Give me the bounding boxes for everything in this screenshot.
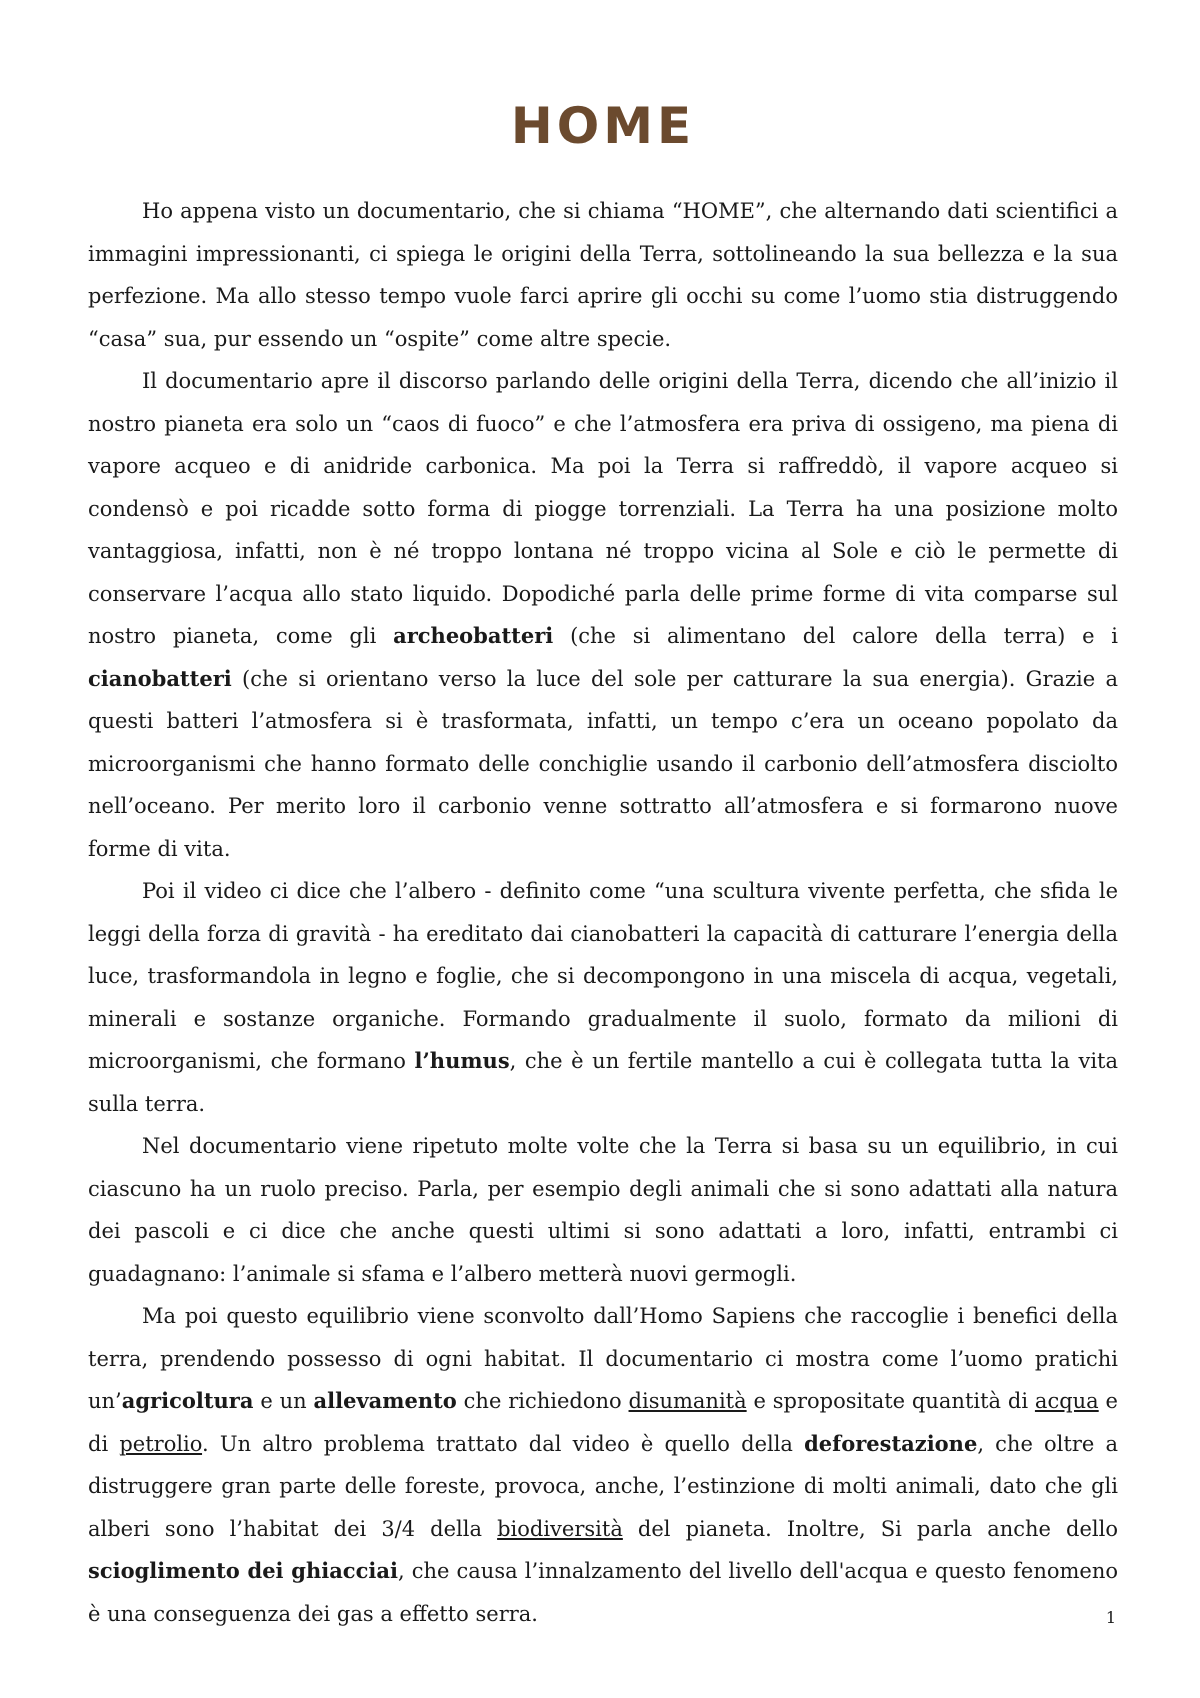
- text-run: del pianeta. Inoltre, Si parla anche dello: [622, 1516, 1119, 1541]
- document-page: [88, 96, 1118, 1635]
- text-run: Ma poi questo equilibrio viene sconvolto dall’Homo Sapiens che raccoglie i benefici della terra, prendendo possesso di ogni habitat. Il documentario ci mostra come l’uomo pratichi un’: [88, 1304, 1118, 1413]
- text-run: (che si orientano verso la luce del sole per catturare la sua energia). Grazie a questi batteri l’atmosfera si è trasformata, infatti, un tempo c’era un oceano popolato da microorganismi che hanno formato delle conchiglie usando il carbonio dell’atmosfera disciolto nell’oceano. Per merito loro il carbonio venne sottratto all’atmosfera e si formarono nuove forme di vita.: [88, 666, 1118, 861]
- text-run: e spropositate quantità di: [746, 1389, 1035, 1413]
- body-paragraph: [88, 190, 1118, 360]
- text-run: Il documentario apre il discorso parlando delle origini della Terra, dicendo che all’inizio il nostro pianeta era solo un “caos di fuoco” e che l’atmosfera era priva di ossigeno, ma piena di vapore acqueo e di anidride carbonica. Ma poi la Terra si raffreddò, il vapore acqueo si condensò e poi ricadde sotto forma di piogge torrenziali. La Terra ha una posizione molto vantaggiosa, infatti, non è né troppo lontana né troppo vicina al Sole e ciò le permette di conservare l’acqua allo stato liquido. Dopodiché parla delle prime forme di vita comparse sul nostro pianeta, come gli: [88, 369, 1118, 648]
- text-run: Nel documentario viene ripetuto molte volte che la Terra si basa su un equilibrio, in cui ciascuno ha un ruolo preciso. Parla, per esempio degli animali che si sono adattati alla natura dei pascoli e ci dice che anche questi ultimi si sono adattati a loro, infatti, entrambi ci guadagnano: l’animale si sfama e l’albero metterà nuovi germogli.: [88, 1134, 1118, 1286]
- text-run: e di: [88, 1389, 1118, 1456]
- text-run: , che causa l’innalzamento del livello dell'acqua e questo fenomeno è una conseguenza dei gas a effetto serra.: [88, 1559, 1118, 1626]
- text-run: che richiedono: [456, 1389, 629, 1413]
- underlined-term: biodiversità: [497, 1516, 623, 1541]
- text-run: Ho appena visto un documentario, che si chiama “HOME”, che alternando dati scientifici a immagini impressionanti, ci spiega le origini della Terra, sottolineando la sua bellezza e la sua perfezione. Ma allo stesso tempo vuole farci aprire gli occhi su come l’uomo stia distruggendo “casa” sua, pur essendo un “ospite” come altre specie.: [88, 199, 1118, 351]
- underlined-term: petrolio: [119, 1431, 203, 1456]
- document-title: HOME: [510, 97, 696, 155]
- bold-term: allevamento: [313, 1388, 457, 1413]
- bold-term: agricoltura: [121, 1388, 254, 1413]
- text-run: , che è un fertile mantello a cui è collegata tutta la vita sulla terra.: [88, 1049, 1119, 1116]
- bold-term: cianobatteri: [88, 665, 232, 691]
- underlined-term: acqua: [1034, 1389, 1099, 1413]
- body-paragraph: [88, 1125, 1118, 1295]
- text-run: (che si alimentano del calore della terra) e i: [553, 624, 1118, 648]
- text-run: . Un altro problema trattato dal video è quello della: [202, 1431, 805, 1456]
- body-paragraph: [88, 360, 1118, 870]
- underlined-term: disumanità: [628, 1389, 747, 1413]
- body-paragraph: [88, 1295, 1118, 1635]
- document-body: [88, 190, 1118, 1635]
- bold-term: deforestazione: [804, 1430, 978, 1456]
- text-run: Poi il video ci dice che l’albero - definito come “una scultura vivente perfetta, che sfida le leggi della forza di gravità - ha ereditato dai cianobatteri la capacità di catturare l’energia della luce, trasformandola in legno e foglie, che si decompongono in una miscela di acqua, vegetali, minerali e sostanze organiche. Formando gradualmente il suolo, formato da milioni di microorganismi, che formano: [88, 879, 1118, 1073]
- text-run: , che oltre a distruggere gran parte delle foreste, provoca, anche, l’estinzione di molti animali, dato che gli alberi sono l’habitat dei 3/4 della: [88, 1431, 1118, 1541]
- bold-term: l’humus: [414, 1048, 510, 1073]
- page-number: 1: [1105, 1608, 1116, 1627]
- text-run: e un: [253, 1389, 314, 1413]
- bold-term: scioglimento dei ghiacciai: [88, 1558, 398, 1583]
- bold-term: archeobatteri: [393, 623, 554, 648]
- body-paragraph: [88, 870, 1118, 1125]
